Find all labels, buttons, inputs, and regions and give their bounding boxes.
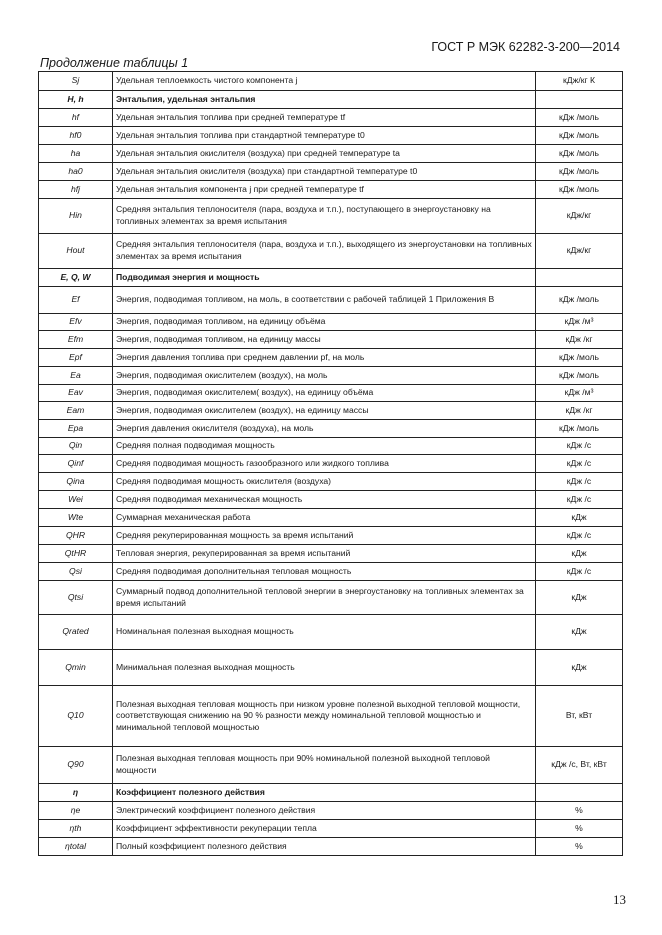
term-unit: кДж /моль — [536, 181, 623, 199]
term-description: Номинальная полезная выходная мощность — [113, 615, 536, 650]
term-unit — [536, 784, 623, 802]
term-unit: % — [536, 838, 623, 856]
term-description: Энергия, подводимая топливом, на единицу объёма — [113, 314, 536, 331]
term-unit: кДж /м³ — [536, 314, 623, 331]
term-symbol: Q90 — [39, 747, 113, 784]
term-description: Средняя подводимая мощность газообразного или жидкого топлива — [113, 455, 536, 473]
term-unit: кДж /моль — [536, 127, 623, 145]
table-row — [39, 581, 623, 615]
term-unit: кДж /моль — [536, 287, 623, 314]
term-symbol: ηtotal — [39, 838, 113, 856]
term-description: Средняя энтальпия теплоносителя (пара, воздуха и т.п.), выходящего из энергоустановки на топливных элементах за время испытания — [113, 234, 536, 269]
term-unit: кДж /моль — [536, 109, 623, 127]
term-symbol: Wei — [39, 491, 113, 509]
table-row — [39, 163, 623, 181]
term-description: Энергия давления окислителя (воздуха), на моль — [113, 420, 536, 438]
term-description: Коэффициент эффективности рекуперации тепла — [113, 820, 536, 838]
term-unit: кДж /с — [536, 438, 623, 455]
term-symbol: ηth — [39, 820, 113, 838]
term-unit: кДж /моль — [536, 145, 623, 163]
term-unit: кДж /с, Вт, кВт — [536, 747, 623, 784]
term-symbol: Epf — [39, 349, 113, 367]
term-symbol: Wte — [39, 509, 113, 527]
term-unit: кДж /с — [536, 455, 623, 473]
symbols-table — [38, 71, 623, 856]
table-row — [39, 820, 623, 838]
term-symbol: Qsi — [39, 563, 113, 581]
term-symbol: Eam — [39, 402, 113, 420]
table-row — [39, 615, 623, 650]
term-description: Энергия, подводимая окислителем (воздух), на единицу массы — [113, 402, 536, 420]
table-row — [39, 199, 623, 234]
table-group-row — [39, 269, 623, 287]
term-description: Удельная энтальпия окислителя (воздуха) при стандартной температуре t0 — [113, 163, 536, 181]
term-unit: кДж /кг — [536, 331, 623, 349]
table-row — [39, 686, 623, 747]
term-description: Тепловая энергия, рекуперированная за время испытаний — [113, 545, 536, 563]
table-row — [39, 473, 623, 491]
term-symbol: Hin — [39, 199, 113, 234]
table-row — [39, 420, 623, 438]
term-description: Удельная энтальпия топлива при средней температуре tf — [113, 109, 536, 127]
term-unit: кДж /с — [536, 527, 623, 545]
term-description: Средняя полная подводимая мощность — [113, 438, 536, 455]
table-row — [39, 367, 623, 385]
table-row — [39, 109, 623, 127]
term-symbol: η — [39, 784, 113, 802]
term-symbol: Hout — [39, 234, 113, 269]
term-unit: кДж /кг — [536, 402, 623, 420]
term-unit: кДж — [536, 650, 623, 686]
term-description: Удельная теплоемкость чистого компонента j — [113, 72, 536, 91]
table-row — [39, 455, 623, 473]
term-unit: кДж /м³ — [536, 385, 623, 402]
term-symbol: hf — [39, 109, 113, 127]
standard-code: ГОСТ Р МЭК 62282-3-200—2014 — [431, 40, 620, 54]
table-row — [39, 563, 623, 581]
table-row — [39, 545, 623, 563]
term-symbol: Efm — [39, 331, 113, 349]
table-row — [39, 72, 623, 91]
term-symbol: QHR — [39, 527, 113, 545]
term-description: Энтальпия, удельная энтальпия — [113, 91, 536, 109]
table-row — [39, 402, 623, 420]
term-symbol: Ef — [39, 287, 113, 314]
term-description: Энергия, подводимая топливом, на моль, в соответствии с рабочей таблицей 1 Приложения В — [113, 287, 536, 314]
term-symbol: Efv — [39, 314, 113, 331]
table-group-row — [39, 784, 623, 802]
term-description: Энергия, подводимая окислителем( воздух), на единицу объёма — [113, 385, 536, 402]
table-row — [39, 331, 623, 349]
table-row — [39, 838, 623, 856]
term-description: Энергия, подводимая топливом, на единицу массы — [113, 331, 536, 349]
term-description: Средняя подводимая дополнительная тепловая мощность — [113, 563, 536, 581]
term-description: Минимальная полезная выходная мощность — [113, 650, 536, 686]
table-row — [39, 491, 623, 509]
term-unit: кДж /моль — [536, 420, 623, 438]
term-symbol: H, h — [39, 91, 113, 109]
term-symbol: hf0 — [39, 127, 113, 145]
table-row — [39, 314, 623, 331]
term-description: Полезная выходная тепловая мощность при низком уровне полезной выходной тепловой мощности, соответствующая снижению на 90 % разности между номинальной тепловой мощностью и минимальной тепловой мощностью — [113, 686, 536, 747]
term-symbol: QtHR — [39, 545, 113, 563]
term-symbol: ha — [39, 145, 113, 163]
term-description: Удельная энтальпия окислителя (воздуха) при средней температуре ta — [113, 145, 536, 163]
term-symbol: Qrated — [39, 615, 113, 650]
term-symbol: Epa — [39, 420, 113, 438]
term-description: Полный коэффициент полезного действия — [113, 838, 536, 856]
term-description: Суммарный подвод дополнительной тепловой энергии в энергоустановку на топливных элементах за время испытаний — [113, 581, 536, 615]
table-row — [39, 802, 623, 820]
term-unit: Вт, кВт — [536, 686, 623, 747]
table-row — [39, 181, 623, 199]
term-unit — [536, 269, 623, 287]
term-description: Энергия давления топлива при среднем давлении pf, на моль — [113, 349, 536, 367]
term-unit — [536, 91, 623, 109]
term-symbol: ha0 — [39, 163, 113, 181]
term-description: Коэффициент полезного действия — [113, 784, 536, 802]
term-unit: кДж /моль — [536, 349, 623, 367]
term-description: Электрический коэффициент полезного действия — [113, 802, 536, 820]
term-unit: кДж — [536, 581, 623, 615]
term-description: Полезная выходная тепловая мощность при 90% номинальной полезной выходной тепловой мощности — [113, 747, 536, 784]
term-unit: кДж /моль — [536, 367, 623, 385]
term-symbol: Qtsi — [39, 581, 113, 615]
term-unit: % — [536, 820, 623, 838]
table-row — [39, 650, 623, 686]
table-row — [39, 438, 623, 455]
term-symbol: Qmin — [39, 650, 113, 686]
term-unit: кДж — [536, 615, 623, 650]
table-row — [39, 527, 623, 545]
table-row — [39, 234, 623, 269]
term-unit: кДж/кг — [536, 199, 623, 234]
term-unit: кДж /моль — [536, 163, 623, 181]
table-continuation-caption: Продолжение таблицы 1 — [40, 56, 189, 70]
term-description: Средняя подводимая мощность окислителя (воздуха) — [113, 473, 536, 491]
table-row — [39, 127, 623, 145]
term-symbol: Sj — [39, 72, 113, 91]
term-description: Удельная энтальпия компонента j при средней температуре tf — [113, 181, 536, 199]
term-symbol: hfj — [39, 181, 113, 199]
table-row — [39, 747, 623, 784]
term-description: Подводимая энергия и мощность — [113, 269, 536, 287]
page-number: 13 — [613, 892, 626, 907]
term-unit: % — [536, 802, 623, 820]
term-unit: кДж /с — [536, 563, 623, 581]
term-description: Средняя подводимая механическая мощность — [113, 491, 536, 509]
table-row — [39, 287, 623, 314]
term-unit: кДж — [536, 545, 623, 563]
table-row — [39, 145, 623, 163]
term-description: Средняя энтальпия теплоносителя (пара, воздуха и т.п.), поступающего в энергоустановку на топливных элементах за время испытания — [113, 199, 536, 234]
table-row — [39, 385, 623, 402]
term-symbol: Q10 — [39, 686, 113, 747]
term-unit: кДж /с — [536, 473, 623, 491]
term-unit: кДж — [536, 509, 623, 527]
term-unit: кДж/кг — [536, 234, 623, 269]
term-symbol: E, Q, W — [39, 269, 113, 287]
term-symbol: Eav — [39, 385, 113, 402]
term-symbol: Qina — [39, 473, 113, 491]
table-row — [39, 509, 623, 527]
term-description: Средняя рекуперированная мощность за время испытаний — [113, 527, 536, 545]
term-description: Суммарная механическая работа — [113, 509, 536, 527]
term-unit: кДж/кг К — [536, 72, 623, 91]
table-group-row — [39, 91, 623, 109]
table-row — [39, 349, 623, 367]
term-symbol: ηe — [39, 802, 113, 820]
term-symbol: Qin — [39, 438, 113, 455]
term-symbol: Ea — [39, 367, 113, 385]
term-unit: кДж /с — [536, 491, 623, 509]
term-symbol: Qinf — [39, 455, 113, 473]
term-description: Энергия, подводимая окислителем (воздух), на моль — [113, 367, 536, 385]
term-description: Удельная энтальпия топлива при стандартной температуре t0 — [113, 127, 536, 145]
